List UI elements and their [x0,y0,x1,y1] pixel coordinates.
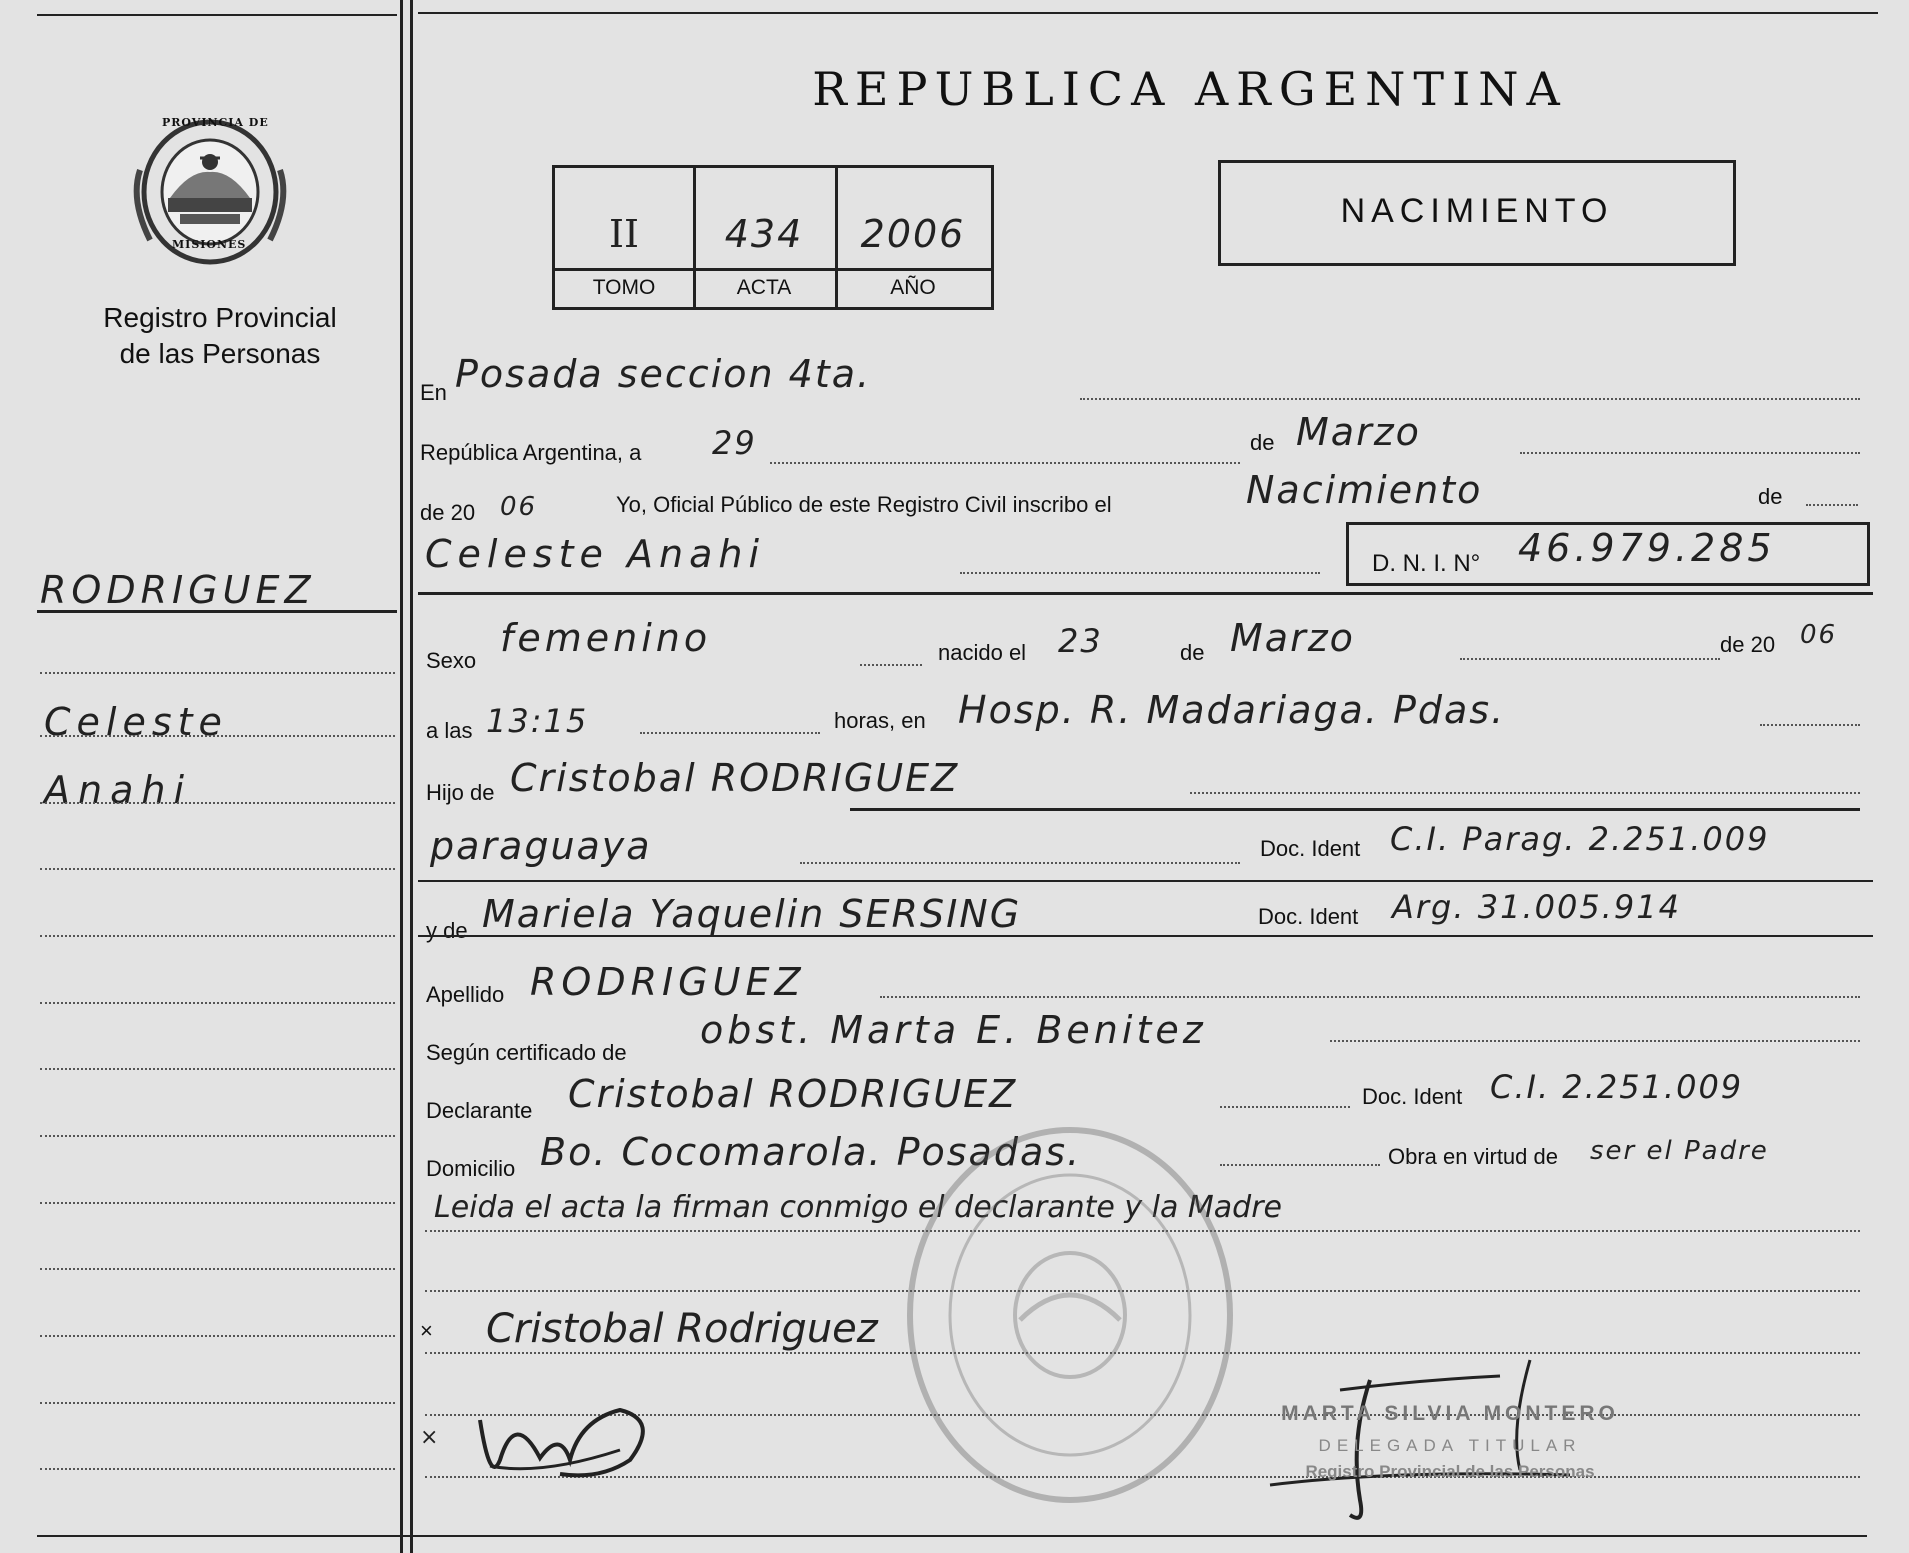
margin-dotted-line [40,1068,395,1070]
republica-label: República Argentina, a [420,440,642,465]
birth-place-value: Hosp. R. Madariaga. Pdas. [958,688,1506,732]
sexo-value: femenino [500,616,712,660]
anio-label: AÑO [890,276,936,299]
acta-value: 434 [724,212,804,256]
stamp-office-name: Registro Provincial de las Personas [1305,1462,1595,1481]
margin-dotted-line [40,1202,395,1204]
mother-doc-value: Arg. 31.005.914 [1392,888,1681,926]
year-prefix: de 20 [420,500,476,525]
birth-day-value: 23 [1058,622,1103,660]
record-type-label: NACIMIENTO [1340,192,1614,230]
registry-name-line1: Registro Provincial [103,302,337,333]
acta-label: ACTA [736,276,792,299]
apellido-dotted-line [880,996,1860,998]
registry-number-table [552,165,994,310]
father-nationality-value: paraguaya [430,824,652,868]
month-value: Marzo [1296,410,1421,454]
record-de-label: de [1758,484,1783,509]
anio-value: 2006 [860,212,966,256]
margin-dotted-line [40,1468,395,1470]
birth-month-value: Marzo [1230,616,1355,660]
signature-mark: × [420,1318,433,1343]
margin-dotted-line [40,868,395,870]
main-divider [410,0,413,1553]
stamp-official-name: MARTA SILVIA MONTERO [1281,1402,1619,1425]
declarante-value: Cristobal RODRIGUEZ [568,1072,1018,1116]
main-top-rule [418,12,1878,14]
obra-value: ser el Padre [1590,1136,1769,1166]
horas-label: horas, en [834,708,926,733]
a-las-label: a las [426,718,473,743]
margin-dotted-line [40,935,395,937]
margin-given-name-1: Celeste [44,700,228,744]
declarante-dotted-line [1220,1106,1350,1108]
declarante-doc-value: C.I. 2.251.009 [1490,1068,1744,1106]
segun-value: obst. Marta E. Benitez [700,1008,1207,1052]
seal-top-text: PROVINCIA DE [162,116,269,129]
day-value: 29 [712,424,757,462]
segun-dotted-line [1330,1040,1860,1042]
sexo-dotted-line [860,664,922,666]
mother-doc-label: Doc. Ident [1258,904,1359,929]
svg-text:×: × [420,1425,439,1450]
bottom-rule [37,1535,1867,1537]
domicilio-value: Bo. Cocomarola. Posadas. [540,1130,1082,1174]
declarante-doc-label: Doc. Ident [1362,1084,1463,1109]
father-doc-value: C.I. Parag. 2.251.009 [1390,820,1770,858]
seal-bottom-text: MISIONES [172,238,247,251]
record-dotted-line [1806,504,1858,506]
dni-label: D. N. I. N° [1372,550,1481,577]
left-top-rule [37,14,397,16]
margin-dotted-line [40,1402,395,1404]
en-label: En [420,380,447,405]
father-value: Cristobal RODRIGUEZ [510,756,960,800]
hour-dotted-line [640,732,820,734]
margin-dotted-line [40,1335,395,1337]
nationality-rule [418,880,1873,882]
declarante-label: Declarante [426,1098,533,1123]
margin-dotted-line [40,802,395,804]
margin-dotted-line [40,1268,395,1270]
sexo-label: Sexo [426,648,477,673]
margin-dotted-line [40,672,395,674]
record-value: Nacimiento [1246,468,1483,512]
left-divider [400,0,403,1553]
mother-value: Mariela Yaquelin SERSING [482,892,1022,936]
declarant-signature: Cristobal Rodriguez [486,1306,878,1352]
father-rule [850,808,1860,811]
month-de-label: de [1250,430,1275,455]
month-dotted-line [1520,452,1860,454]
circular-official-stamp [900,1120,1240,1510]
name-dotted-line [960,572,1320,574]
dni-value: 46.979.285 [1518,526,1776,570]
nacido-label: nacido el [938,640,1027,665]
stamp-official-title: DELEGADA TITULAR [1318,1436,1582,1455]
country-title: REPUBLICA ARGENTINA [812,62,1568,116]
tomo-value: II [608,212,640,256]
father-doc-label: Doc. Ident [1260,836,1361,861]
segun-label: Según certificado de [426,1040,627,1065]
name-section-rule [418,592,1873,595]
birth-month-dotted-line [1460,658,1720,660]
year-value: 06 [500,492,538,522]
margin-dotted-line [40,1135,395,1137]
birth-month-de-label: de [1180,640,1205,665]
mother-rule [418,935,1873,937]
tomo-label: TOMO [592,276,656,299]
mother-signature [420,1390,680,1500]
day-dotted-line [770,462,1240,464]
yo-text: Yo, Oficial Público de este Registro Civil inscribo el [616,492,1112,517]
domicilio-dotted-line [1220,1164,1380,1166]
nationality-dotted-line [800,862,1240,864]
margin-dotted-line [40,1002,395,1004]
en-value: Posada seccion 4ta. [455,352,872,396]
hijo-label: Hijo de [426,780,495,805]
margin-surname-rule [37,610,397,613]
apellido-label: Apellido [426,982,505,1007]
father-dotted-line [1190,792,1860,794]
margin-given-name-2: Anahi [44,768,193,812]
registry-name-line2: de las Personas [119,338,321,369]
yde-label: y de [426,918,468,943]
place-dotted-line [1760,724,1860,726]
en-dotted-line [1080,398,1860,400]
domicilio-label: Domicilio [426,1156,516,1181]
margin-surname: RODRIGUEZ [40,568,316,612]
hour-value: 13:15 [486,702,589,740]
margin-dotted-line [40,735,395,737]
birth-year-value: 06 [1800,620,1838,650]
birth-year-prefix: de 20 [1720,632,1776,657]
child-name-value: Celeste Anahi [425,532,766,576]
apellido-value: RODRIGUEZ [530,960,806,1004]
leida-value: Leida el acta la firman conmigo el declarante y la Madre [434,1190,1283,1225]
obra-label: Obra en virtud de [1388,1144,1558,1169]
